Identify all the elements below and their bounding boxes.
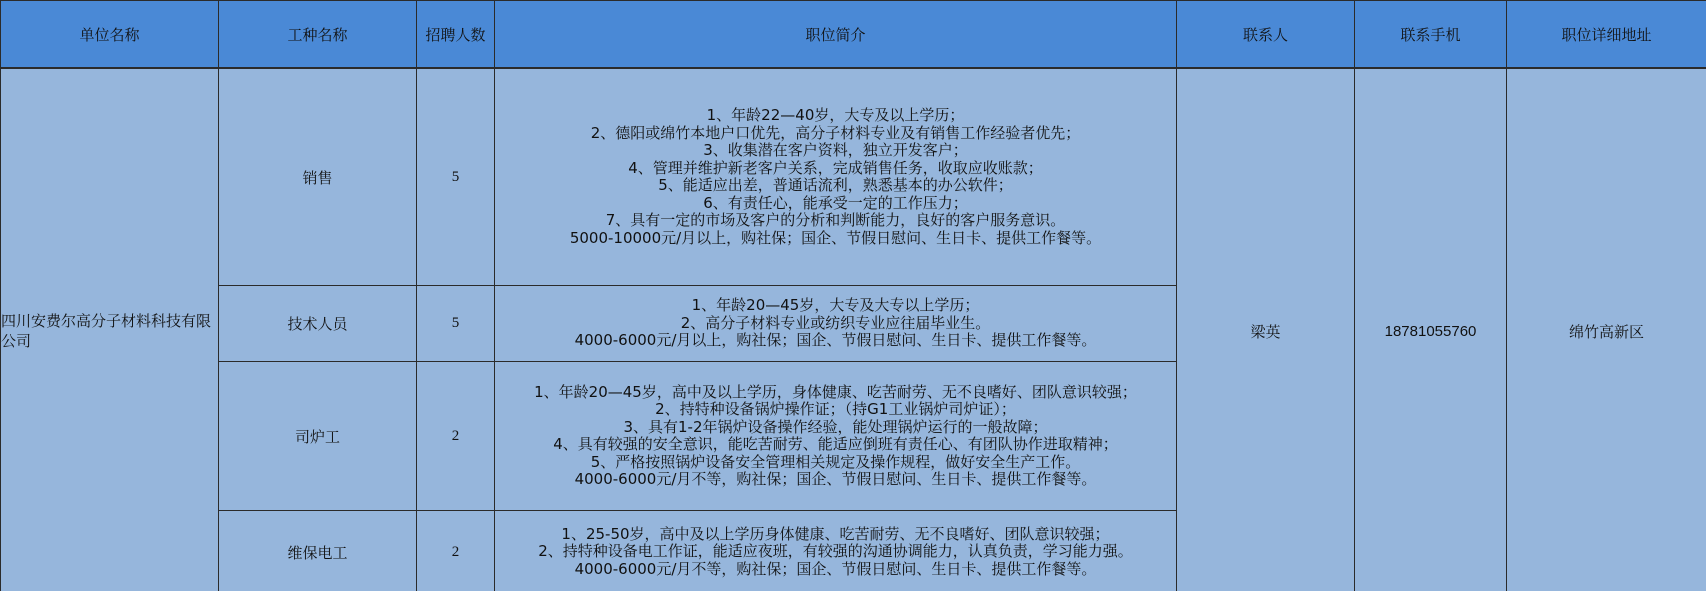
header-job-type[interactable]: 工种名称 — [219, 1, 417, 69]
address-cell[interactable]: 绵竹高新区 — [1507, 68, 1706, 591]
description-line: 4、管理并维护新老客户关系，完成销售任务，收取应收账款； — [628, 158, 1043, 177]
description-line: 7、具有一定的市场及客户的分析和判断能力，良好的客户服务意识。 — [605, 211, 1066, 229]
header-headcount[interactable]: 招聘人数 — [417, 1, 495, 69]
header-contact[interactable]: 联系人 — [1177, 1, 1355, 69]
description-cell[interactable] — [495, 68, 1177, 286]
description-line: 3、具有1-2年锅炉设备操作经验，能处理锅炉运行的一般故障； — [623, 417, 1048, 436]
description-line: 5、严格按照锅炉设备安全管理相关规定及操作规程，做好安全生产工作。 — [590, 452, 1081, 471]
description-line: 4000-6000元/月不等，购社保；国企、节假日慰问、生日卡、提供工作餐等。 — [574, 559, 1097, 578]
headcount-cell[interactable]: 2 — [417, 362, 495, 511]
job-title-cell[interactable]: 司炉工 — [219, 362, 417, 511]
description-line: 3、收集潜在客户资料，独立开发客户； — [703, 141, 968, 159]
job-title-cell[interactable]: 维保电工 — [219, 511, 417, 591]
description-line: 1、年龄20—45岁，大专及大专以上学历； — [691, 296, 980, 315]
description-line: 1、年龄20—45岁，高中及以上学历，身体健康、吃苦耐劳、无不良嗜好、团队意识较强； — [534, 382, 1137, 401]
description-cell[interactable] — [495, 511, 1177, 591]
description-cell[interactable] — [495, 286, 1177, 362]
description-cell[interactable] — [495, 362, 1177, 511]
header-address[interactable]: 职位详细地址 — [1507, 1, 1706, 69]
description-line: 6、有责任心，能承受一定的工作压力； — [703, 193, 968, 212]
description-line: 2、高分子材料专业或纺织专业应往届毕业生。 — [680, 313, 991, 332]
description-line: 1、25-50岁，高中及以上学历身体健康、吃苦耐劳、无不良嗜好、团队意识较强； — [561, 524, 1110, 543]
company-name: 四川安费尔高分子材料科技有限公司 — [1, 312, 212, 350]
header-description[interactable]: 职位简介 — [495, 1, 1177, 69]
headcount-cell[interactable]: 5 — [417, 286, 495, 362]
header-row — [1, 1, 1706, 69]
description-line: 5、能适应出差，普通话流利，熟悉基本的办公软件； — [658, 176, 1013, 194]
description-line: 4000-6000元/月以上，购社保；国企、节假日慰问、生日卡、提供工作餐等。 — [574, 331, 1097, 350]
contact-cell[interactable]: 梁英 — [1177, 68, 1355, 591]
headcount-cell[interactable]: 2 — [417, 511, 495, 591]
phone-cell[interactable]: 18781055760 — [1355, 68, 1507, 591]
description-line: 5000-10000元/月以上，购社保；国企、节假日慰问、生日卡、提供工作餐等。 — [569, 228, 1102, 247]
description-line: 2、持特种设备电工作证，能适应夜班，有较强的沟通协调能力，认真负责，学习能力强。 — [538, 542, 1133, 561]
headcount-cell[interactable]: 5 — [417, 68, 495, 286]
description-line: 2、持特种设备锅炉操作证；（持G1工业锅炉司炉证）； — [655, 400, 1016, 418]
description-line: 1、年龄22—40岁，大专及以上学历； — [706, 106, 965, 124]
header-company[interactable]: 单位名称 — [1, 1, 219, 69]
table-row — [1, 68, 1706, 286]
company-cell[interactable] — [1, 68, 219, 591]
header-phone[interactable]: 联系手机 — [1355, 1, 1507, 69]
job-title-cell[interactable]: 销售 — [219, 68, 417, 286]
description-line: 4000-6000元/月不等，购社保；国企、节假日慰问、生日卡、提供工作餐等。 — [574, 470, 1097, 488]
job-title-cell[interactable]: 技术人员 — [219, 286, 417, 362]
description-line: 4、具有较强的安全意识，能吃苦耐劳、能适应倒班有责任心、有团队协作进取精神； — [553, 435, 1118, 453]
description-line: 2、德阳或绵竹本地户口优先，高分子材料专业及有销售工作经验者优先； — [590, 123, 1081, 142]
